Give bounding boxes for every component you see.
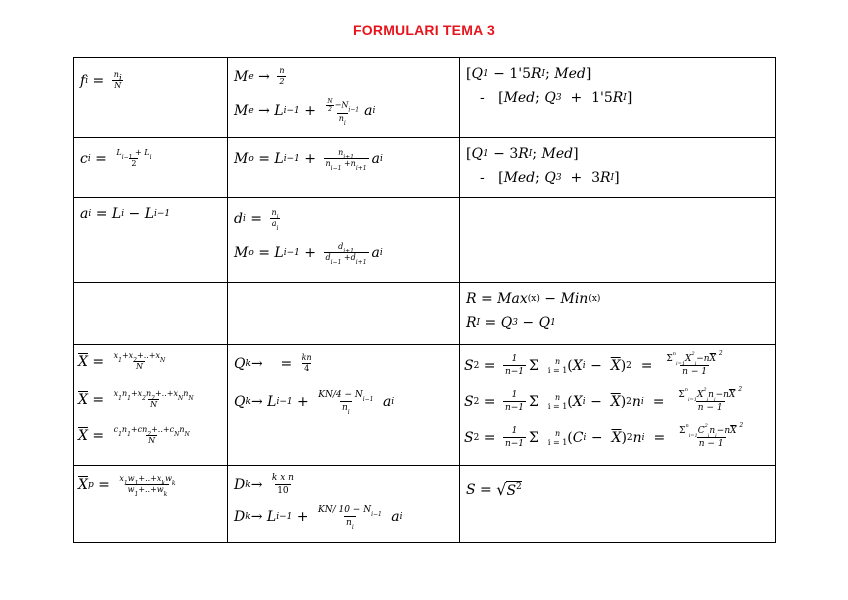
formula-cell: f i = $n_i$ N: [74, 58, 228, 138]
formula-cell: [74, 283, 228, 345]
formula-cell: M o = L i−1 + $n_{i+1}$ $n_{i-1} +n_{i+1}$ a i: [228, 138, 460, 198]
formula-cell: [460, 198, 776, 283]
formula-cell: S = √ $S^2$: [460, 466, 776, 543]
table-row: [74, 466, 776, 543]
formula-cell: R = Max (x) − Min (x) R I = Q 3 − Q 1: [460, 283, 776, 345]
formula-cell: D k → k x n 10 D k → L i−1 + KN/ $10 - N_{i-1}$ $n_i$ a i: [228, 466, 460, 543]
table-row: [74, 198, 776, 283]
page-title: FORMULARI TEMA 3: [353, 22, 495, 38]
formula-cell: [228, 283, 460, 345]
formula-cell: Q k → = kn 4 Q k → L i−1 + $KN/4 - N_{i-1}$ $n_i$ a i: [228, 345, 460, 466]
formula-cell: M e → n 2 M e → L i−1 + $\frac{N}{2}$ $-N_{i-1}$ $n_i$ a i: [228, 58, 460, 138]
formula-cell: a i = L i − L i−1: [74, 198, 228, 283]
formula-cell: S 2 = 1 n−1 Σ n i = 1 ( X i − $\overline{X}$ ) 2 = $\Sigma^n_{i=1}X^2_i-n\overline{X}$ $^2$ n − 1 S 2 = 1 n−1 Σ n i = 1 ( X i − $\overline{X}$ ) 2 n i = $\Sigma^n_{i=1}X^2_in_i-n\overline{X}$ $^2$ n − 1 S 2 = 1 n−1 Σ n i = 1 ( C i − $\overline{X}$ ) 2 n i = $\Sigma^n_{i=1}C^2_in_i-n\overline{X}$ $^2$ n − 1: [460, 345, 776, 466]
table-row: [74, 58, 776, 138]
formula-table: [73, 57, 776, 543]
formula-cell: $\overline{X}$ p = $x_1w_1+..+x_kw_k$ $w_1+..+w_k$: [74, 466, 228, 543]
formula-cell: d i = $n_i$ $a_i$ M o = L i−1 + $d_{i+1}$ $d_{i-1} +d_{i+1}$ a i: [228, 198, 460, 283]
table-row: [74, 345, 776, 466]
formula-cell: [ Q 1 − 1'5 R I ; Med ] - [ Med ; Q 3 + 1'5 R I ]: [460, 58, 776, 138]
formula-cell: [ Q 1 − 3 R I ; Med ] - [ Med ; Q 3 + 3 R I ]: [460, 138, 776, 198]
table-row: [74, 138, 776, 198]
table-row: [74, 283, 776, 345]
formula-cell: $\overline{X}$ = $x_1+x_2+..+x_N$ N $\overline{X}$ = $x_1n_1+x_2n_2+..+x_Nn_N$ N $\overline{X}$ = $c_1n_1+cn_2+..+c_Nn_N$ N: [74, 345, 228, 466]
formula-cell: c i = $L_{i-1} + L_i$ 2: [74, 138, 228, 198]
